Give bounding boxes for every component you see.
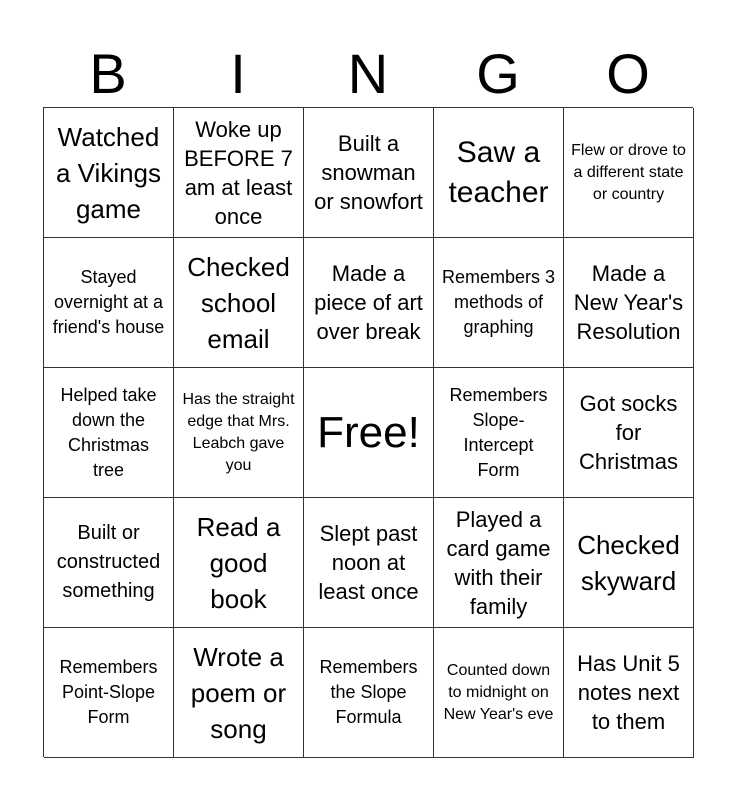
cell-text: Slept past noon at least once bbox=[318, 521, 419, 604]
cell-text: Watched a Vikings game bbox=[55, 121, 162, 224]
cell-text: Saw a teacher bbox=[448, 135, 549, 209]
header-letter-g: G bbox=[476, 42, 520, 105]
bingo-cell[interactable] bbox=[44, 238, 174, 368]
bingo-cell[interactable] bbox=[44, 498, 174, 628]
cell-text: Flew or drove to a different state or country bbox=[571, 141, 686, 203]
cell-text: Checked school email bbox=[187, 251, 290, 354]
cell-text: Played a card game with their family bbox=[446, 506, 551, 619]
cell-text: Read a good book bbox=[196, 511, 281, 614]
cell-text: Woke up BEFORE 7 am at least once bbox=[184, 116, 293, 229]
bingo-cell[interactable] bbox=[434, 628, 564, 758]
bingo-cell[interactable] bbox=[44, 628, 174, 758]
bingo-cell[interactable] bbox=[174, 238, 304, 368]
cell-text: Remembers Slope-Intercept Form bbox=[449, 384, 548, 480]
free-space-text: Free! bbox=[317, 407, 420, 457]
header-letter-o: O bbox=[606, 42, 650, 105]
header-letter-b: B bbox=[89, 42, 127, 105]
cell-text: Remembers Point-Slope Form bbox=[59, 657, 158, 727]
bingo-cell[interactable] bbox=[304, 108, 434, 238]
bingo-cell[interactable] bbox=[174, 368, 304, 498]
cell-text: Made a New Year's Resolution bbox=[573, 261, 684, 344]
bingo-cell[interactable] bbox=[44, 368, 174, 498]
bingo-cell[interactable] bbox=[434, 238, 564, 368]
bingo-cell[interactable] bbox=[304, 628, 434, 758]
bingo-cell[interactable] bbox=[174, 628, 304, 758]
cell-text: Has Unit 5 notes next to them bbox=[577, 651, 680, 734]
bingo-header bbox=[43, 40, 693, 108]
bingo-cell[interactable] bbox=[304, 498, 434, 628]
bingo-cell[interactable] bbox=[44, 108, 174, 238]
cell-text: Counted down to midnight on New Year's eve bbox=[443, 661, 554, 723]
cell-text: Checked skyward bbox=[577, 529, 680, 596]
cell-text: Stayed overnight at a friend's house bbox=[52, 267, 165, 337]
bingo-cell[interactable] bbox=[564, 238, 694, 368]
bingo-cell[interactable] bbox=[174, 498, 304, 628]
bingo-cell[interactable] bbox=[564, 628, 694, 758]
cell-text: Built a snowman or snowfort bbox=[314, 131, 423, 214]
bingo-cell[interactable] bbox=[434, 368, 564, 498]
header-letter-i: I bbox=[230, 42, 246, 105]
bingo-cell[interactable] bbox=[564, 108, 694, 238]
cell-text: Helped take down the Christmas tree bbox=[60, 384, 157, 480]
cell-text: Remembers the Slope Formula bbox=[319, 657, 418, 727]
header-letter-n: N bbox=[347, 42, 389, 105]
bingo-cell[interactable] bbox=[564, 368, 694, 498]
free-space[interactable] bbox=[304, 368, 434, 498]
cell-text: Remembers 3 methods of graphing bbox=[441, 267, 556, 337]
cell-text: Built or constructed something bbox=[56, 522, 161, 602]
bingo-cell[interactable] bbox=[434, 498, 564, 628]
bingo-grid bbox=[43, 107, 693, 757]
cell-text: Has the straight edge that Mrs. Leabch gave you bbox=[182, 390, 295, 474]
bingo-cell[interactable] bbox=[434, 108, 564, 238]
bingo-cell[interactable] bbox=[304, 238, 434, 368]
cell-text: Made a piece of art over break bbox=[314, 261, 423, 344]
cell-text: Wrote a poem or song bbox=[190, 641, 287, 744]
bingo-cell[interactable] bbox=[564, 498, 694, 628]
cell-text: Got socks for Christmas bbox=[578, 391, 678, 474]
bingo-cell[interactable] bbox=[174, 108, 304, 238]
